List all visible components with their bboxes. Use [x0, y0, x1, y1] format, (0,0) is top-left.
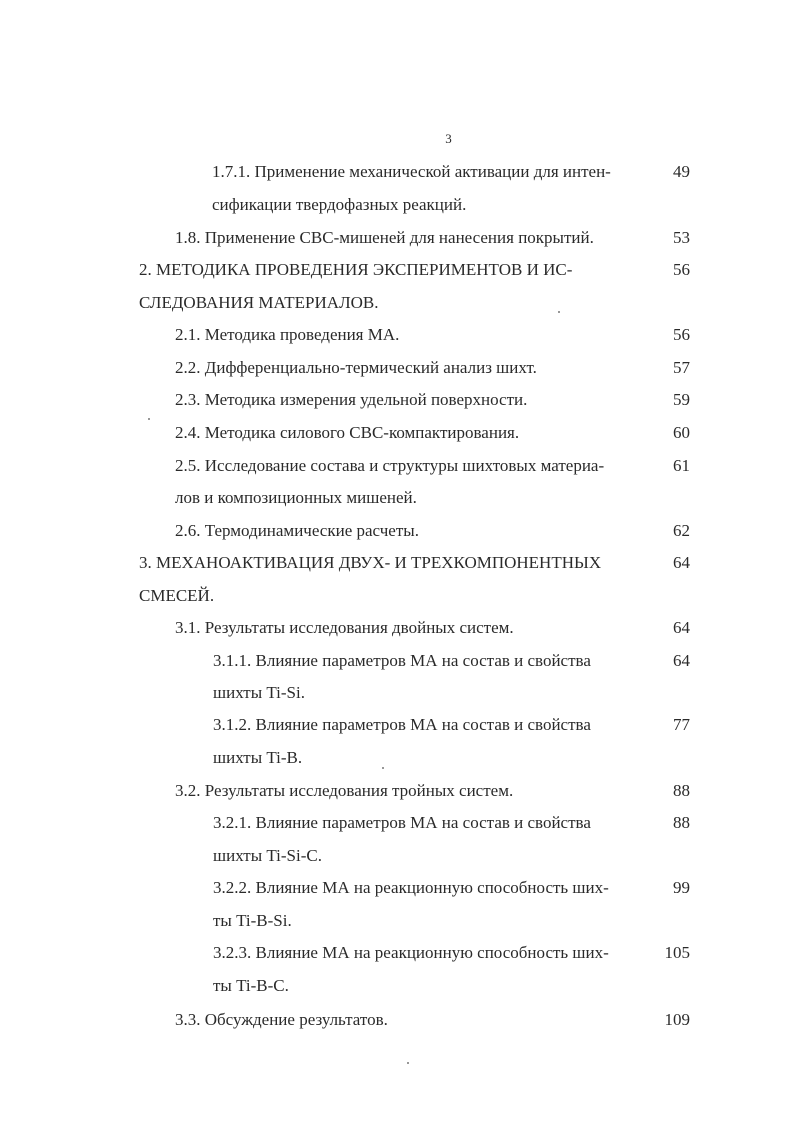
scan-speck	[407, 1062, 409, 1064]
toc-entry-2-5-page: 61	[673, 456, 690, 475]
toc-entry-3-2-1-line-2: шихты Ti-Si-C.	[213, 846, 322, 865]
toc-entry-3-1-page: 64	[673, 618, 690, 637]
scan-speck	[382, 767, 384, 769]
toc-entry-3-2-2-line-2: ты Ti-B-Si.	[213, 911, 292, 930]
toc-entry-2-5-line-1: 2.5. Исследование состава и структуры шихтовых материа-	[175, 456, 605, 475]
toc-entry-1-8-page: 53	[673, 228, 690, 247]
toc-entry-2-4: 2.4. Методика силового СВС-компактирования.	[175, 423, 520, 442]
toc-entry-3-3: 3.3. Обсуждение результатов.	[175, 1010, 388, 1029]
toc-entry-3-line-1: 3. МЕХАНОАКТИВАЦИЯ ДВУХ- И ТРЕХКОМПОНЕНТНЫХ	[139, 553, 602, 572]
toc-entry-3-1-1-line-1: 3.1.1. Влияние параметров МА на состав и свойства	[213, 651, 591, 670]
toc-entry-1-7-1-line-1: 1.7.1. Применение механической активации для интен-	[212, 162, 611, 181]
toc-entry-2-1: 2.1. Методика проведения МА.	[175, 325, 400, 344]
toc-entry-1-8: 1.8. Применение СВС-мишеней для нанесения покрытий.	[175, 228, 594, 247]
toc-entry-2-4-page: 60	[673, 423, 690, 442]
toc-entry-3-page: 64	[673, 553, 690, 572]
scan-speck	[558, 311, 560, 313]
toc-entry-1-7-1-line-2: сификации твердофазных реакций.	[212, 195, 467, 214]
toc-entry-3-1-2-page: 77	[673, 715, 690, 734]
toc-entry-2-3: 2.3. Методика измерения удельной поверхности.	[175, 390, 528, 409]
toc-entry-3-1-2-line-2: шихты Ti-B.	[213, 748, 303, 767]
toc-entry-2-6-page: 62	[673, 521, 690, 540]
toc-entry-2-line-1: 2. МЕТОДИКА ПРОВЕДЕНИЯ ЭКСПЕРИМЕНТОВ И ИС-	[139, 260, 573, 279]
toc-entry-3-2-1-page: 88	[673, 813, 690, 832]
toc-entry-2-2-page: 57	[673, 358, 690, 377]
toc-entry-3-2-2-page: 99	[673, 878, 690, 897]
toc-entry-3-2-3-page: 105	[664, 943, 690, 962]
toc-entry-3-3-page: 109	[664, 1010, 690, 1029]
toc-entry-3-2: 3.2. Результаты исследования тройных систем.	[175, 781, 514, 800]
toc-entry-2-5-line-2: лов и композиционных мишеней.	[175, 488, 417, 507]
toc-entry-3-line-2: СМЕСЕЙ.	[139, 586, 215, 605]
toc-entry-2-line-2: СЛЕДОВАНИЯ МАТЕРИАЛОВ.	[139, 293, 379, 312]
toc-entry-3-1-2-line-1: 3.1.2. Влияние параметров МА на состав и свойства	[213, 715, 591, 734]
toc-entry-3-2-1-line-1: 3.2.1. Влияние параметров МА на состав и свойства	[213, 813, 591, 832]
toc-entry-2-6: 2.6. Термодинамические расчеты.	[175, 521, 419, 540]
toc-entry-3-1-1-line-2: шихты Ti-Si.	[213, 683, 305, 702]
toc-entry-3-1-1-page: 64	[673, 651, 690, 670]
toc-entry-2-1-page: 56	[673, 325, 690, 344]
toc-entry-3-2-page: 88	[673, 781, 690, 800]
page-number: 3	[445, 131, 452, 146]
toc-entry-2-page: 56	[673, 260, 690, 279]
scan-speck	[148, 418, 150, 420]
toc-entry-3-2-3-line-1: 3.2.3. Влияние МА на реакционную способность ших-	[213, 943, 609, 962]
toc-entry-3-2-2-line-1: 3.2.2. Влияние МА на реакционную способность ших-	[213, 878, 609, 897]
toc-entry-2-3-page: 59	[673, 390, 690, 409]
toc-entry-3-1: 3.1. Результаты исследования двойных систем.	[175, 618, 514, 637]
toc-entry-3-2-3-line-2: ты Ti-B-C.	[213, 976, 289, 995]
toc-entry-1-7-1-page: 49	[673, 162, 690, 181]
toc-entry-2-2: 2.2. Дифференциально-термический анализ шихт.	[175, 358, 537, 377]
